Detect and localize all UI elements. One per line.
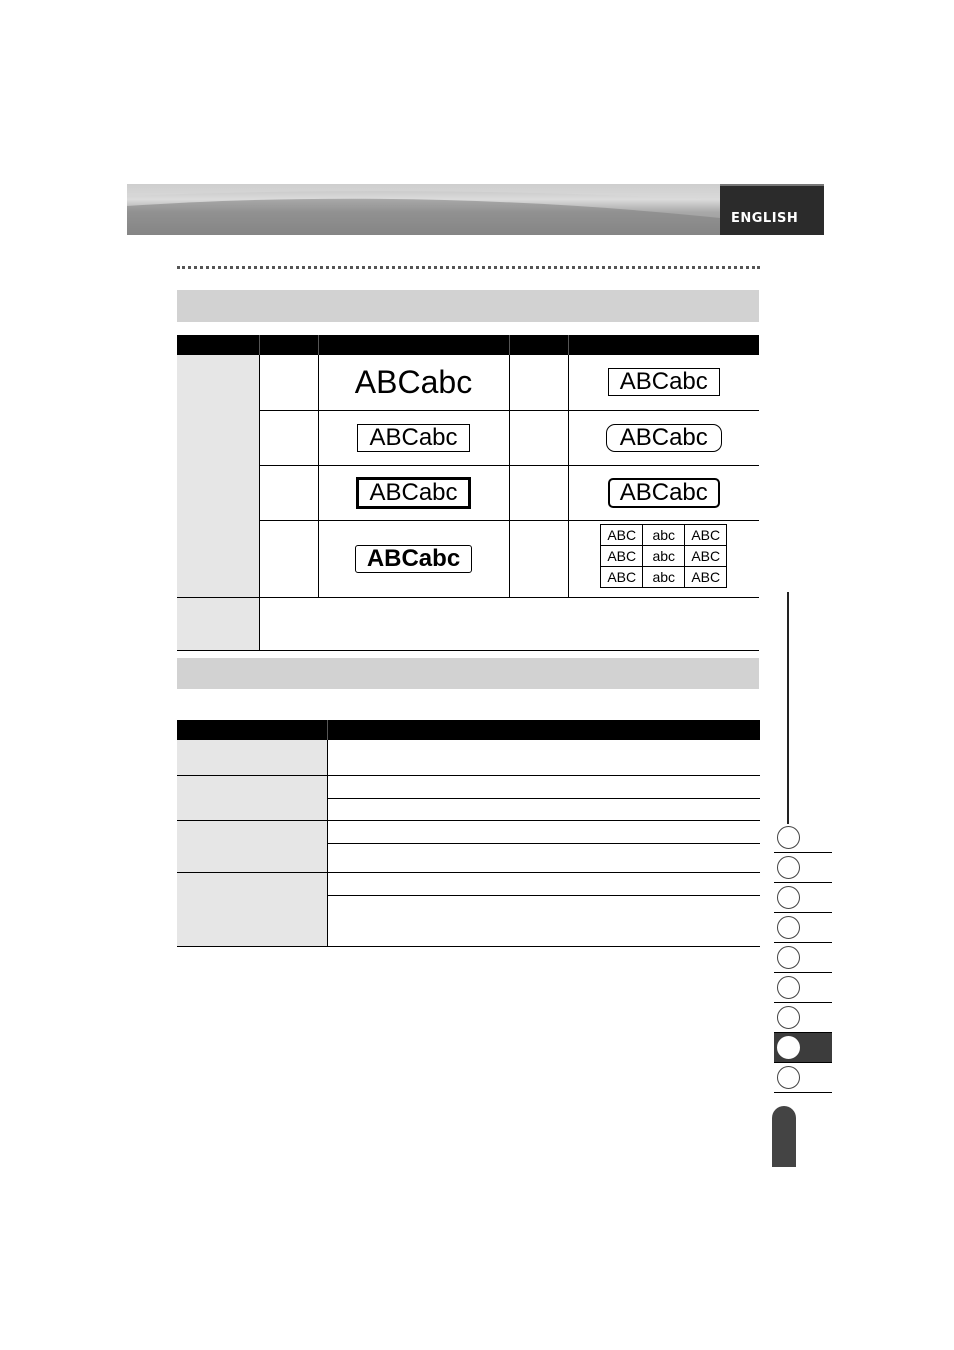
chapter-guide-line	[787, 592, 789, 824]
circle-icon	[777, 946, 800, 969]
table-row	[177, 820, 760, 843]
chapter-tab-2[interactable]	[774, 853, 832, 883]
table-row	[177, 355, 759, 410]
circle-icon	[777, 916, 800, 939]
section-heading-bar-2	[177, 658, 759, 689]
circle-icon	[777, 856, 800, 879]
chapter-tab-4[interactable]	[774, 913, 832, 943]
table-row	[177, 465, 759, 520]
table-row	[177, 775, 760, 798]
settings-table	[177, 720, 760, 947]
page-thumb-tab	[772, 1106, 796, 1167]
frame-sample-square: ABCabc	[357, 424, 469, 452]
chapter-tab-6[interactable]	[774, 973, 832, 1003]
circle-icon	[777, 976, 800, 999]
table-row	[177, 410, 759, 465]
circle-icon	[777, 826, 800, 849]
settings-table-header	[177, 720, 760, 740]
frame-table-header	[177, 335, 759, 355]
table-row	[177, 520, 759, 597]
section-heading-bar-1	[177, 290, 759, 322]
circle-icon	[777, 1006, 800, 1029]
banner-swoosh	[127, 184, 720, 235]
frame-sample-rounded: ABCabc	[606, 424, 722, 452]
chapter-tab-5[interactable]	[774, 943, 832, 973]
row-header-cell	[177, 355, 259, 597]
frame-sample-thick: ABCabc	[356, 477, 470, 509]
chapter-tab-8-active[interactable]	[774, 1033, 832, 1063]
header-banner	[127, 184, 720, 235]
table-row	[177, 872, 760, 895]
chapter-tab-1[interactable]	[774, 823, 832, 853]
chapter-tab-7[interactable]	[774, 1003, 832, 1033]
frame-table	[177, 335, 759, 651]
table-row	[177, 597, 759, 650]
language-tab: ENGLISH	[720, 184, 824, 235]
frame-sample-box: ABCabc	[608, 368, 720, 396]
chapter-tab-3[interactable]	[774, 883, 832, 913]
frame-sample-plain: ABCabc	[354, 364, 473, 401]
circle-icon	[777, 1066, 800, 1089]
circle-icon	[777, 1036, 800, 1059]
row-header-cell	[177, 597, 259, 650]
table-row	[177, 740, 760, 775]
frame-sample-rounded-thick: ABCabc	[608, 478, 720, 508]
frame-sample-bold: ABCabc	[355, 545, 472, 573]
frame-sample-grid: ABC abc ABC ABC abc ABC ABC abc ABC	[600, 524, 727, 588]
dotted-divider	[177, 266, 760, 269]
chapter-tab-9[interactable]	[774, 1063, 832, 1093]
circle-icon	[777, 886, 800, 909]
